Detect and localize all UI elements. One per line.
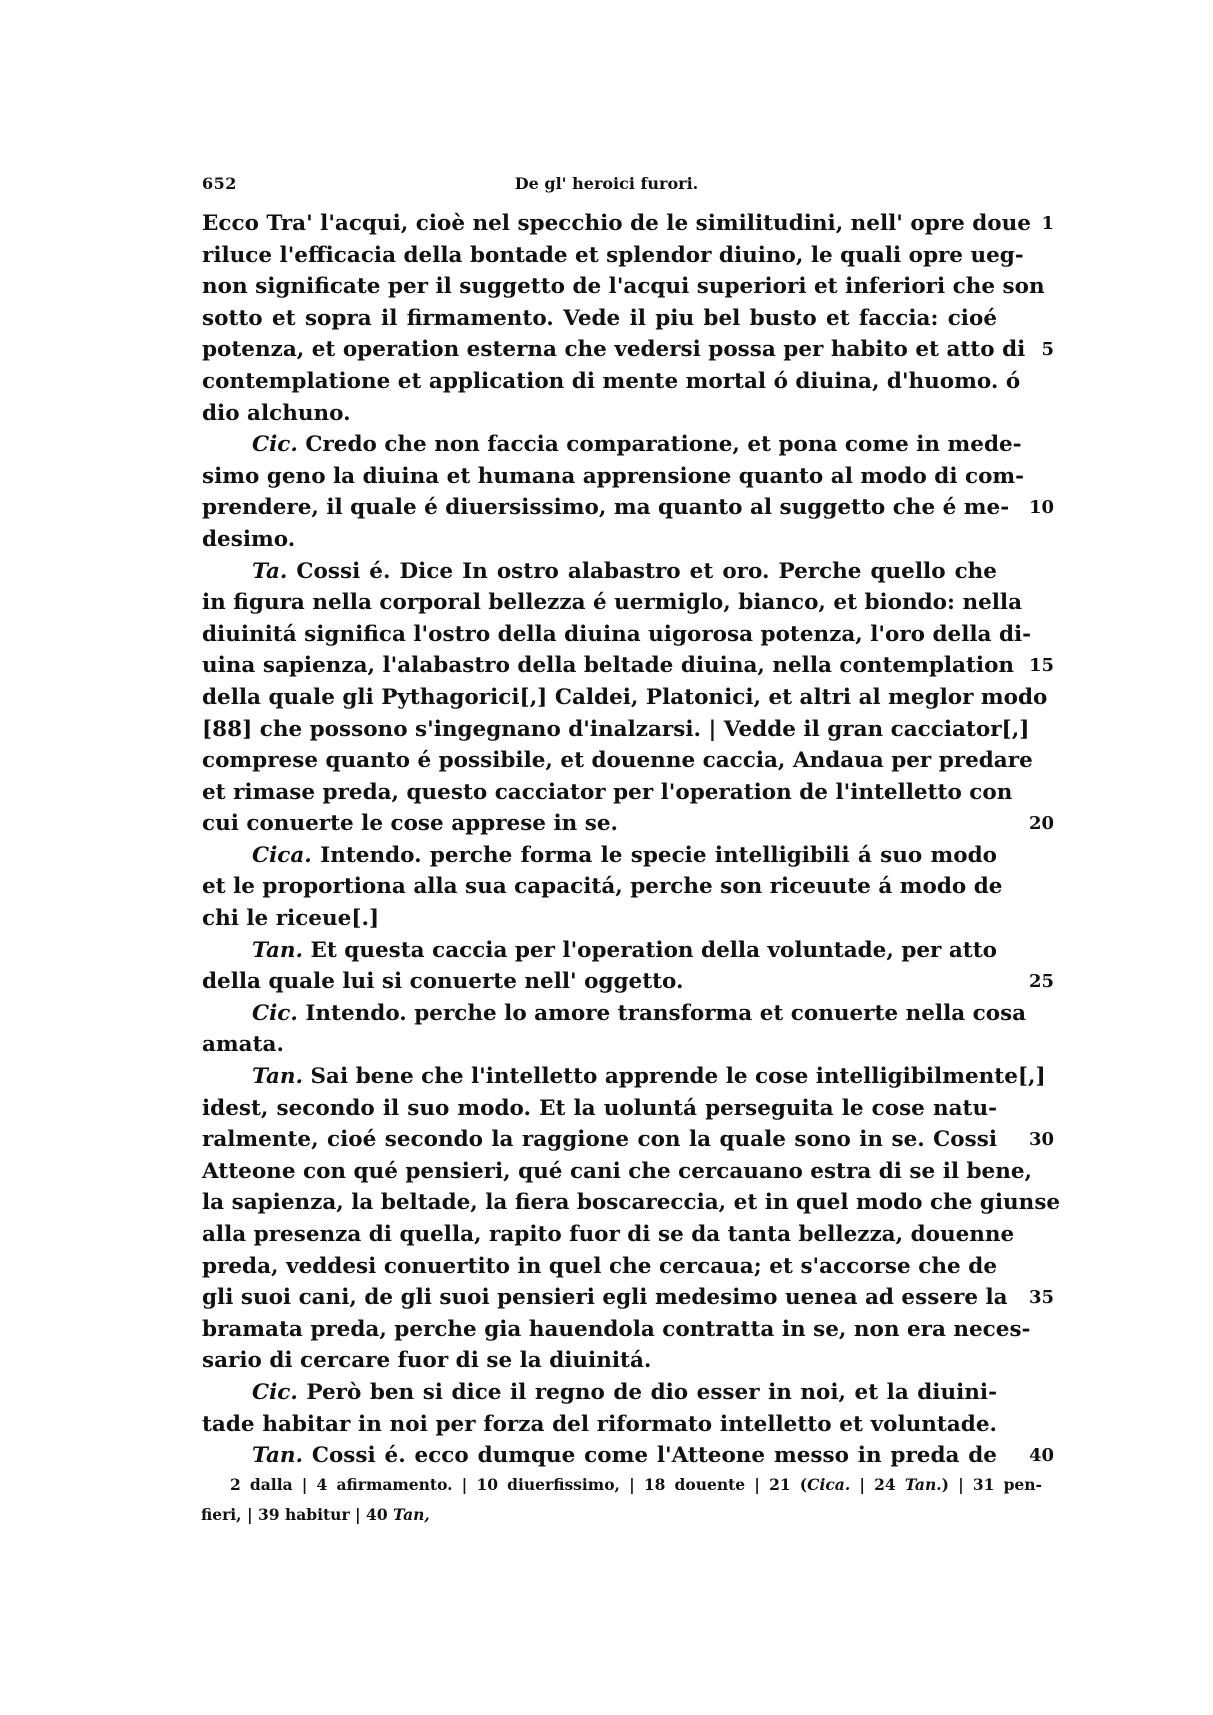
footnote-text: Cica. xyxy=(807,1475,851,1494)
text-line xyxy=(202,461,1025,493)
text-line xyxy=(202,619,1032,651)
text-line xyxy=(202,650,1054,682)
text-line xyxy=(202,777,1013,809)
line-text: gli suoi cani, de gli suoi pensieri egli medesimo uenea ad essere la xyxy=(202,1285,1008,1311)
footnote-text: ) | 31 pen- xyxy=(941,1475,1042,1494)
text-line xyxy=(202,1093,997,1125)
text-line xyxy=(202,808,1054,840)
text-line xyxy=(202,1314,1031,1346)
text-line xyxy=(202,366,1021,398)
line-number: 5 xyxy=(1041,339,1054,361)
text-line xyxy=(202,1029,997,1061)
line-text: contemplatione et application di mente mortal ó diuina, d'huomo. ó xyxy=(202,368,1021,394)
speaker-label: Tan. xyxy=(252,1064,303,1090)
line-text: Et questa caccia per l'operation della voluntade, per atto xyxy=(310,937,997,963)
line-text: Però ben si dice il regno de dio esser in noi, et la diuini- xyxy=(306,1379,997,1405)
line-text: Intendo. perche forma le specie intelligibili á suo modo xyxy=(320,842,997,868)
line-text: desimo. xyxy=(202,526,296,552)
text-line xyxy=(202,714,1030,746)
line-text: Intendo. perche lo amore transforma et conuerte nella cosa xyxy=(305,1000,1027,1026)
line-text: preda, veddesi conuertito in quel che cercaua; et s'accorse che de xyxy=(202,1253,997,1279)
text-line xyxy=(202,1219,1015,1251)
speaker-label: Tan. xyxy=(252,1443,303,1469)
text-line xyxy=(202,1156,1033,1188)
text-line xyxy=(202,1377,997,1409)
text-line xyxy=(202,398,997,430)
line-text: amata. xyxy=(202,1032,284,1058)
text-line xyxy=(202,1251,997,1283)
text-line xyxy=(202,1282,1054,1314)
line-text: in figura nella corporal bellezza é uermiglo, bianco, et biondo: nella xyxy=(202,590,1023,616)
footnote-line xyxy=(230,1470,1042,1500)
speaker-label: Cica. xyxy=(252,842,312,868)
text-line xyxy=(202,556,997,588)
speaker-label: Cic. xyxy=(252,1379,298,1405)
speaker-label: Tan. xyxy=(252,937,303,963)
line-text: potenza, et operation esterna che vedersi possa per habito et atto di xyxy=(202,337,1026,363)
line-number: 40 xyxy=(1028,1445,1054,1467)
text-line xyxy=(202,871,1003,903)
text-line xyxy=(202,1187,1061,1219)
text-line xyxy=(202,271,1045,303)
text-line xyxy=(202,966,1054,998)
line-text: [88] che possono s'ingegnano d'inalzarsi. | Vedde il gran cacciator[,] xyxy=(202,716,1030,742)
line-text: tade habitar in noi per forza del riformato intelletto et voluntade. xyxy=(202,1411,997,1437)
text-line xyxy=(202,524,997,556)
footnotes xyxy=(201,1470,1042,1530)
line-text: riluce l'efficacia della bontade et splendor diuino, le quali opre ueg- xyxy=(202,242,1024,268)
footnote-text: 2 dalla | 4 afirmamento. | 10 diuerfissimo, | 18 douente | 21 ( xyxy=(230,1475,808,1494)
line-text: Sai bene che l'intelletto apprende le cose intelligibilmente[,] xyxy=(310,1064,1046,1090)
line-number: 10 xyxy=(1028,497,1054,519)
text-line xyxy=(202,903,997,935)
text-line xyxy=(202,1124,1054,1156)
main-text xyxy=(202,208,1061,1472)
line-text: dio alchuno. xyxy=(202,400,351,426)
text-line xyxy=(202,1345,997,1377)
footnote-text: fieri, | 39 habitur | 40 xyxy=(201,1505,394,1524)
line-text: prendere, il quale é diuersissimo, ma quanto al suggetto che é me- xyxy=(202,495,1010,521)
text-line xyxy=(202,334,1054,366)
text-line xyxy=(202,240,1024,272)
text-line xyxy=(202,1409,997,1441)
line-number: 30 xyxy=(1028,1129,1054,1151)
text-line xyxy=(202,1061,1046,1093)
text-line xyxy=(202,998,1027,1030)
line-text: della quale gli Pythagorici[,] Caldei, Platonici, et altri al meglor modo xyxy=(202,684,1048,710)
line-text: Atteone con qué pensieri, qué cani che cercauano estra di se il bene, xyxy=(202,1158,1033,1184)
line-text: Credo che non faccia comparatione, et pona come in mede- xyxy=(305,432,1022,458)
line-text: della quale lui si conuerte nell' oggetto. xyxy=(202,969,684,995)
running-title: De gl' heroici furori. xyxy=(514,174,699,193)
line-text: la sapienza, la beltade, la fiera boscareccia, et in quel modo che giunse xyxy=(202,1190,1061,1216)
footnote-line xyxy=(201,1500,1042,1530)
footnote-text: Tan, xyxy=(393,1505,430,1524)
line-text: ralmente, cioé secondo la raggione con la quale sono in se. Cossi xyxy=(202,1127,997,1153)
text-line xyxy=(202,303,997,335)
text-line xyxy=(202,935,997,967)
line-text: uina sapienza, l'alabastro della beltade diuina, nella contemplation xyxy=(202,653,1015,679)
line-number: 35 xyxy=(1028,1287,1054,1309)
text-line xyxy=(202,429,1022,461)
line-text: simo geno la diuina et humana apprensione quanto al modo di com- xyxy=(202,463,1025,489)
line-text: chi le riceue[.] xyxy=(202,906,380,932)
line-text: et rimase preda, questo cacciator per l'operation de l'intelletto con xyxy=(202,779,1013,805)
line-text: comprese quanto é possibile, et douenne caccia, Andaua per predare xyxy=(202,748,1033,774)
speaker-label: Cic. xyxy=(252,1000,298,1026)
text-line xyxy=(202,1440,1054,1472)
line-text: non significate per il suggetto de l'acqui superiori et inferiori che son xyxy=(202,274,1045,300)
text-line xyxy=(202,840,997,872)
line-number: 25 xyxy=(1028,971,1054,993)
text-line xyxy=(202,587,1023,619)
line-number: 20 xyxy=(1028,813,1054,835)
speaker-label: Ta. xyxy=(252,558,288,584)
line-text: idest, secondo il suo modo. Et la uoluntá perseguita le cose natu- xyxy=(202,1095,997,1121)
line-text: diuinitá significa l'ostro della diuina uigorosa potenza, l'oro della di- xyxy=(202,621,1032,647)
line-text: et le proportiona alla sua capacitá, perche son riceuute á modo de xyxy=(202,874,1003,900)
line-text: sario di cercare fuor di se la diuinitá. xyxy=(202,1348,652,1374)
line-number: 15 xyxy=(1028,655,1054,677)
speaker-label: Cic. xyxy=(252,432,298,458)
line-text: bramata preda, perche gia hauendola contratta in se, non era neces- xyxy=(202,1316,1031,1342)
line-text: Cossi é. Dice In ostro alabastro et oro. Perche quello che xyxy=(296,558,997,584)
line-text: alla presenza di quella, rapito fuor di se da tanta bellezza, douenne xyxy=(202,1222,1015,1247)
text-line xyxy=(202,682,1048,714)
text-line xyxy=(202,745,1033,777)
footnote-text: | 24 xyxy=(850,1475,905,1494)
line-text: Ecco Tra' l'acqui, cioè nel specchio de le similitudini, nell' opre doue xyxy=(202,211,1031,236)
line-text: cui conuerte le cose apprese in se. xyxy=(202,811,619,837)
text-line xyxy=(202,492,1054,524)
line-number: 1 xyxy=(1041,213,1054,234)
page-number: 652 xyxy=(202,174,237,193)
text-line xyxy=(202,208,1054,240)
line-text: Cossi é. ecco dumque come l'Atteone messo in preda de xyxy=(311,1443,997,1469)
line-text: sotto et sopra il firmamento. Vede il piu bel busto et faccia: cioé xyxy=(202,305,997,331)
footnote-text: Tan. xyxy=(904,1475,942,1494)
